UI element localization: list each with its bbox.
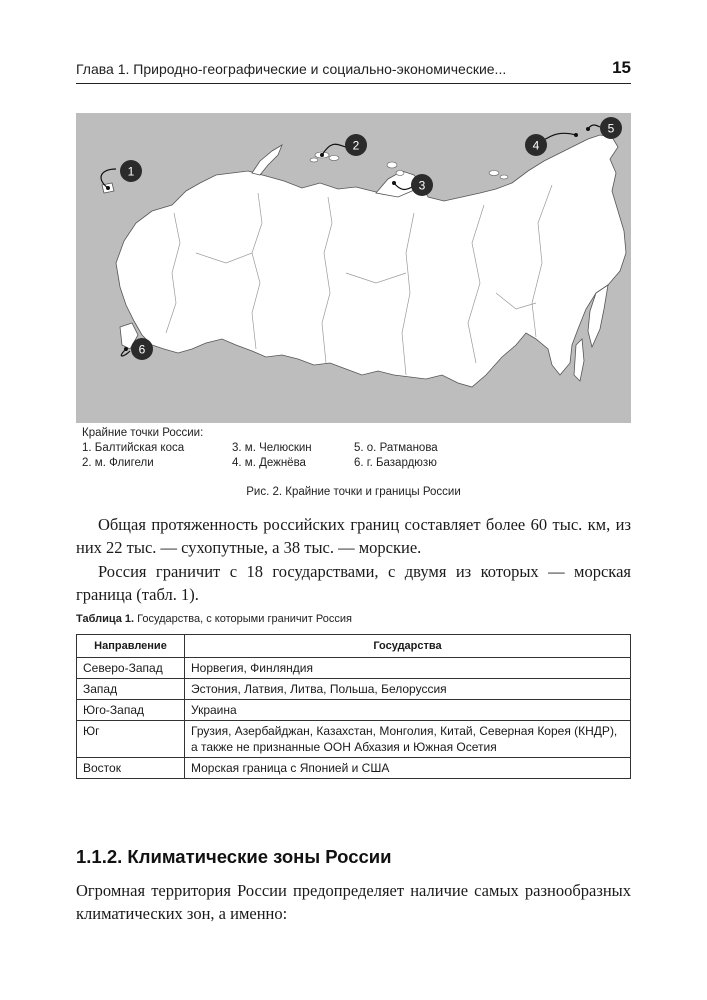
direction-cell: Восток bbox=[77, 758, 185, 779]
table-caption-label: Таблица 1. bbox=[76, 613, 135, 625]
section-heading: 1.1.2. Климатические зоны России bbox=[76, 846, 392, 867]
running-header bbox=[76, 58, 631, 82]
body-paragraph: Общая протяженность российских границ составляет более 60 тыс. км, из них 22 тыс. — сухопутные, а 38 тыс. — морские. bbox=[76, 515, 631, 557]
svg-text:1: 1 bbox=[127, 164, 135, 179]
svg-text:2: 2 bbox=[352, 138, 360, 153]
table-caption-text: Государства, с которыми граничит Россия bbox=[137, 613, 352, 625]
body-paragraph: Россия граничит с 18 государствами, с двумя из которых — морская граница (табл. 1). bbox=[76, 562, 631, 604]
states-cell: Норвегия, Финляндия bbox=[185, 658, 631, 679]
column-header: Направление bbox=[77, 635, 185, 658]
states-cell: Грузия, Азербайджан, Казахстан, Монголия, Китай, Северная Корея (КНДР), а также не признанные ООН Абхазия и Южная Осетия bbox=[185, 721, 631, 758]
map-legend bbox=[82, 426, 582, 471]
table-row bbox=[77, 658, 631, 679]
svg-text:4: 4 bbox=[532, 138, 540, 153]
table-row bbox=[77, 721, 631, 758]
header-divider bbox=[76, 83, 631, 84]
legend-item: 2. м. Флигели bbox=[82, 457, 154, 469]
table-row bbox=[77, 758, 631, 779]
legend-item: 4. м. Дежнёва bbox=[232, 457, 306, 469]
table-caption bbox=[76, 613, 352, 625]
russia-map-figure bbox=[76, 113, 631, 423]
direction-cell: Юг bbox=[77, 721, 185, 758]
legend-item: 5. о. Ратманова bbox=[354, 442, 438, 454]
figure-caption: Рис. 2. Крайние точки и границы России bbox=[246, 486, 461, 498]
body-paragraph: Огромная территория России предопределяет наличие самых разнообразных климатических зон, а именно: bbox=[76, 881, 631, 923]
legend-items bbox=[82, 441, 582, 471]
direction-cell: Юго-Запад bbox=[77, 700, 185, 721]
table-header-row bbox=[77, 635, 631, 658]
svg-text:6: 6 bbox=[138, 342, 146, 357]
legend-item: 1. Балтийская коса bbox=[82, 442, 185, 454]
svg-text:5: 5 bbox=[607, 121, 615, 136]
states-cell: Морская граница с Японией и США bbox=[185, 758, 631, 779]
states-cell: Украина bbox=[185, 700, 631, 721]
russia-map bbox=[76, 113, 631, 423]
legend-item: 3. м. Челюскин bbox=[232, 442, 312, 454]
table-row bbox=[77, 700, 631, 721]
legend-item: 6. г. Базардюзю bbox=[354, 457, 437, 469]
page-number: 15 bbox=[612, 58, 631, 77]
legend-heading: Крайние точки России: bbox=[82, 427, 204, 439]
chapter-title: Глава 1. Природно-географические и социально-экономические... bbox=[76, 61, 507, 77]
border-states-table bbox=[76, 634, 631, 779]
direction-cell: Запад bbox=[77, 679, 185, 700]
states-cell: Эстония, Латвия, Литва, Польша, Белоруссия bbox=[185, 679, 631, 700]
direction-cell: Северо-Запад bbox=[77, 658, 185, 679]
table-row bbox=[77, 679, 631, 700]
svg-text:3: 3 bbox=[418, 178, 426, 193]
column-header: Государства bbox=[185, 635, 631, 658]
